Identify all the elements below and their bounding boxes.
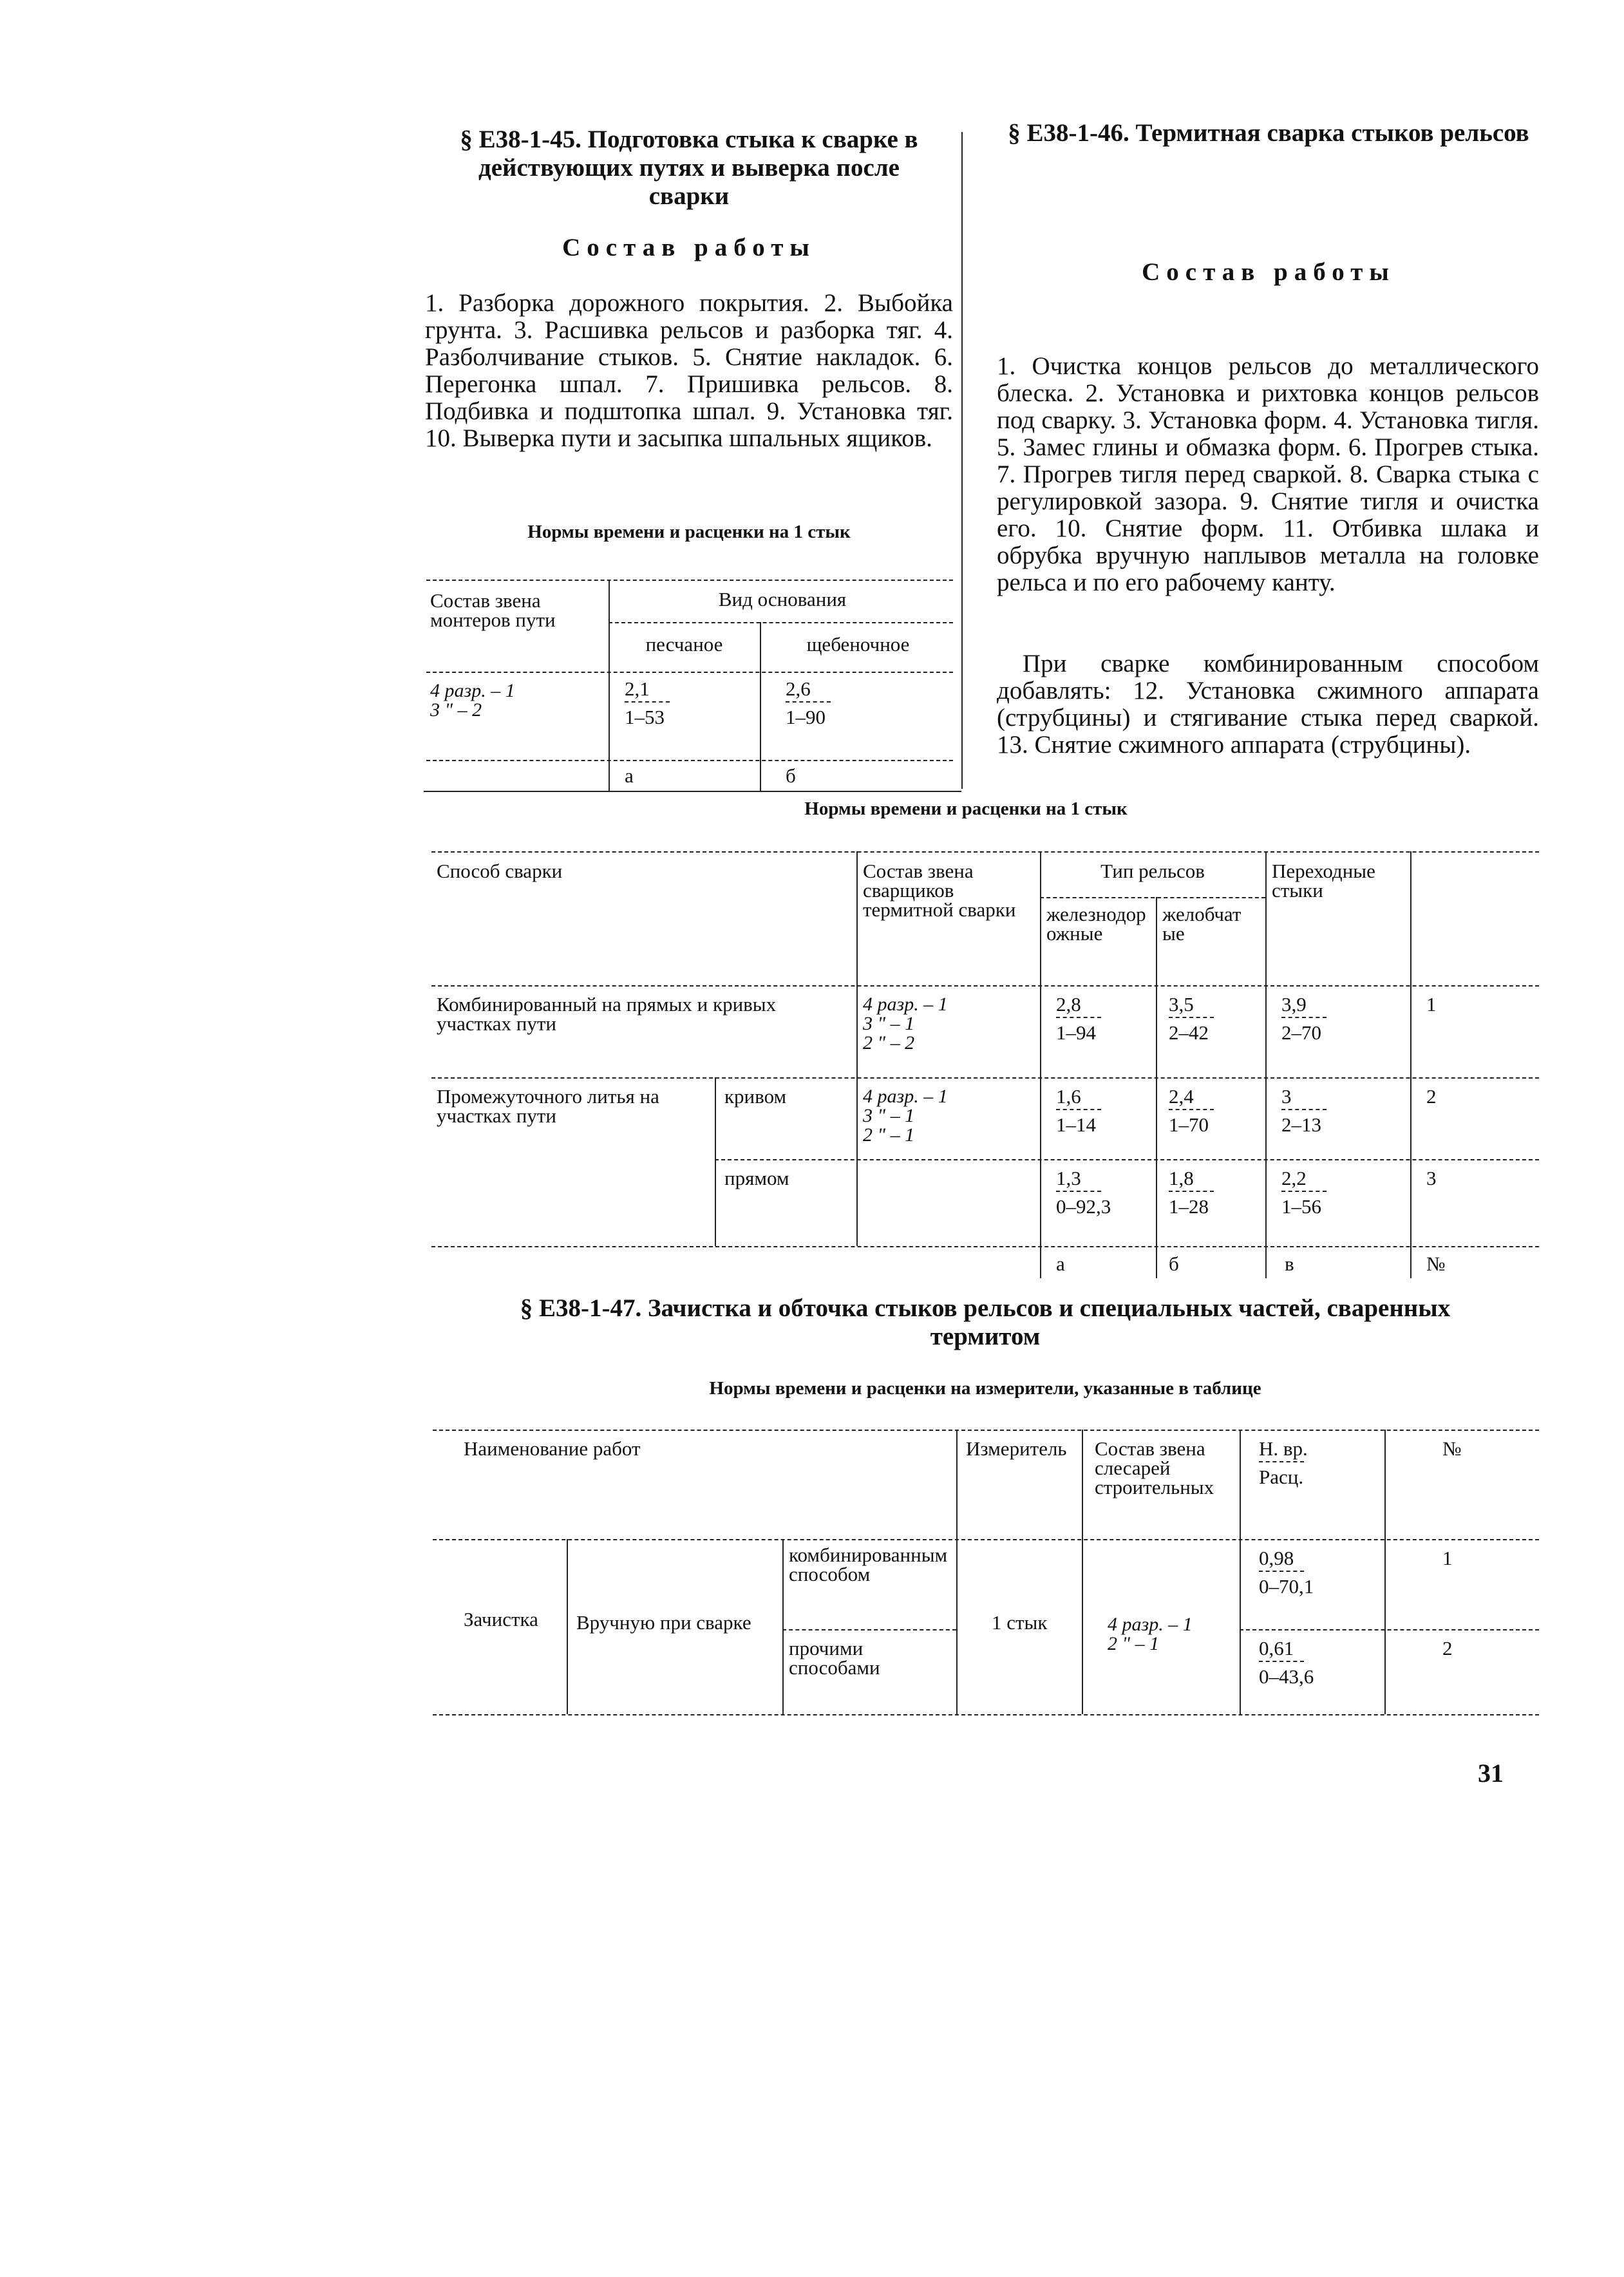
s46-extra-text: При сварке комбинированным способом добавлять: 12. Установка сжимного аппарата (струбцины) и стягивание стыка перед сваркой. 13. Снятие сжимного аппарата (струбцины). [997, 650, 1539, 759]
s47-col-crew: Состав звена слесарей строительных [1095, 1437, 1214, 1498]
s45-letter-b: б [786, 764, 796, 787]
s46-col-method: Способ сварки [437, 860, 563, 882]
s45-work-heading: Состав работы [562, 234, 816, 261]
s46-row3-c: 2,2 1–56 [1281, 1169, 1327, 1216]
s46-letter-a: а [1056, 1252, 1065, 1275]
s46-row1-crew: 4 разр. – 1 3 " – 1 2 " – 2 [863, 994, 948, 1053]
s47-col-unit: Измеритель [966, 1437, 1067, 1460]
s45-col-crew: Состав звена монтеров пути [430, 589, 556, 631]
s47-norms-caption: Нормы времени и расценки на измерители, указанные в таблице [709, 1378, 1261, 1399]
s46-row1-c: 3,9 2–70 [1281, 995, 1327, 1043]
s45-col-base: Вид основания [718, 588, 847, 610]
s45-col-sand: песчаное [645, 633, 723, 656]
s46-row2-a: 1,6 1–14 [1056, 1087, 1101, 1135]
s45-title: § Е38-1-45. Подготовка стыка к сварке в действующих путях и выверка после сварки [460, 126, 918, 210]
s47-col-time-rate [1259, 1439, 1308, 1487]
s45-sand-values: 2,1 1–53 [625, 679, 670, 727]
page-number: 31 [1478, 1759, 1504, 1788]
s46-row1-b: 3,5 2–42 [1169, 995, 1214, 1043]
s47-row2-values: 0,61 0–43,6 [1259, 1637, 1314, 1688]
s46-letter-b: б [1169, 1252, 1179, 1275]
s45-crew: 4 разр. – 1 3 " – 2 [430, 680, 515, 721]
s47-title: § Е38-1-47. Зачистка и обточка стыков рельсов и специальных частей, сваренных термитом [520, 1294, 1451, 1350]
column-divider [961, 132, 963, 789]
s45-col-gravel: щебеночное [806, 633, 910, 656]
s47-way-2: прочими способами [789, 1637, 880, 1679]
s46-row2-sub: кривом [724, 1085, 787, 1108]
s46-row1-a: 2,8 1–94 [1056, 995, 1101, 1043]
s47-col-no: № [1442, 1437, 1462, 1460]
s46-row2-c: 3 2–13 [1281, 1087, 1327, 1135]
s46-col-type: Тип рельсов [1100, 860, 1205, 882]
s46-row2-b: 2,4 1–70 [1169, 1087, 1214, 1135]
s47-col-time: Н. вр. [1259, 1437, 1308, 1460]
s46-row3-a: 1,3 0–92,3 [1056, 1167, 1111, 1218]
s46-letter-c: в [1285, 1252, 1294, 1275]
s46-row2-method: Промежуточного литья на участках пути [437, 1085, 659, 1127]
s47-row1-no: 1 [1442, 1547, 1453, 1569]
s47-name: Зачистка [464, 1608, 538, 1630]
s46-norms-caption: Нормы времени и расценки на 1 стык [804, 798, 1128, 819]
s46-row1-no: 1 [1426, 993, 1437, 1016]
s46-col-crew: Состав звена сварщиков термитной сварки [863, 860, 1016, 921]
s46-row3-no: 3 [1426, 1167, 1437, 1189]
s47-row2-no: 2 [1442, 1637, 1453, 1659]
s45-letter-a: а [625, 764, 634, 787]
s46-letter-no: № [1426, 1252, 1446, 1275]
s46-work-heading: Состав работы [1142, 258, 1395, 286]
s47-crew: 4 разр. – 1 2 " – 1 [1108, 1614, 1193, 1654]
s46-work-text: 1. Очистка концов рельсов до металлического блеска. 2. Установка и рихтовка концов рельсов под сварку. 3. Установка форм. 4. Установка тигля. 5. Замес глины и обмазка форм. 6. Прогрев стыка. 7. Прогрев тигля перед сваркой. 8. Сварка стыка с регулировкой зазора. 9. Снятие тигля и очистка его. 10. Снятие форм. 11. Отбивка шлака и обрубка вручную наплывов металла на головке рельса и по его рабочему канту. [997, 352, 1539, 596]
s47-sub: Вручную при сварке [576, 1611, 751, 1634]
s46-row2-crew: 4 разр. – 1 3 " – 1 2 " – 1 [863, 1086, 948, 1146]
s47-unit: 1 стык [992, 1611, 1048, 1634]
s47-way-1: комбинированным способом [789, 1544, 948, 1585]
s45-gravel-values: 2,6 1–90 [786, 679, 831, 727]
s47-col-rate: Расц. [1259, 1466, 1304, 1488]
s45-work-text: 1. Разборка дорожного покрытия. 2. Выбойка грунта. 3. Расшивка рельсов и разборка тяг. 4. Разболчивание стыков. 5. Снятие накладок. 6. Перегонка шпал. 7. Пришивка рельсов. 8. Подбивка и подштопка шпал. 9. Установка тяг. 10. Выверка пути и засыпка шпальных ящиков. [425, 289, 953, 452]
s46-title: § Е38-1-46. Термитная сварка стыков рельсов [1008, 119, 1529, 147]
s47-col-name: Наименование работ [464, 1437, 641, 1460]
s46-row3-b: 1,8 1–28 [1169, 1169, 1214, 1216]
s46-col-transition: Переходные стыки [1272, 860, 1375, 902]
s46-row2-no: 2 [1426, 1085, 1437, 1108]
s45-norms-caption: Нормы времени и расценки на 1 стык [527, 522, 851, 542]
s46-row1-method: Комбинированный на прямых и кривых участках пути [437, 993, 777, 1035]
s46-row3-sub: прямом [724, 1167, 789, 1189]
s47-row1-values: 0,98 0–70,1 [1259, 1547, 1314, 1598]
s46-col-rail: железнодорожные [1046, 903, 1146, 945]
s46-col-groove: желобчатые [1162, 903, 1242, 945]
